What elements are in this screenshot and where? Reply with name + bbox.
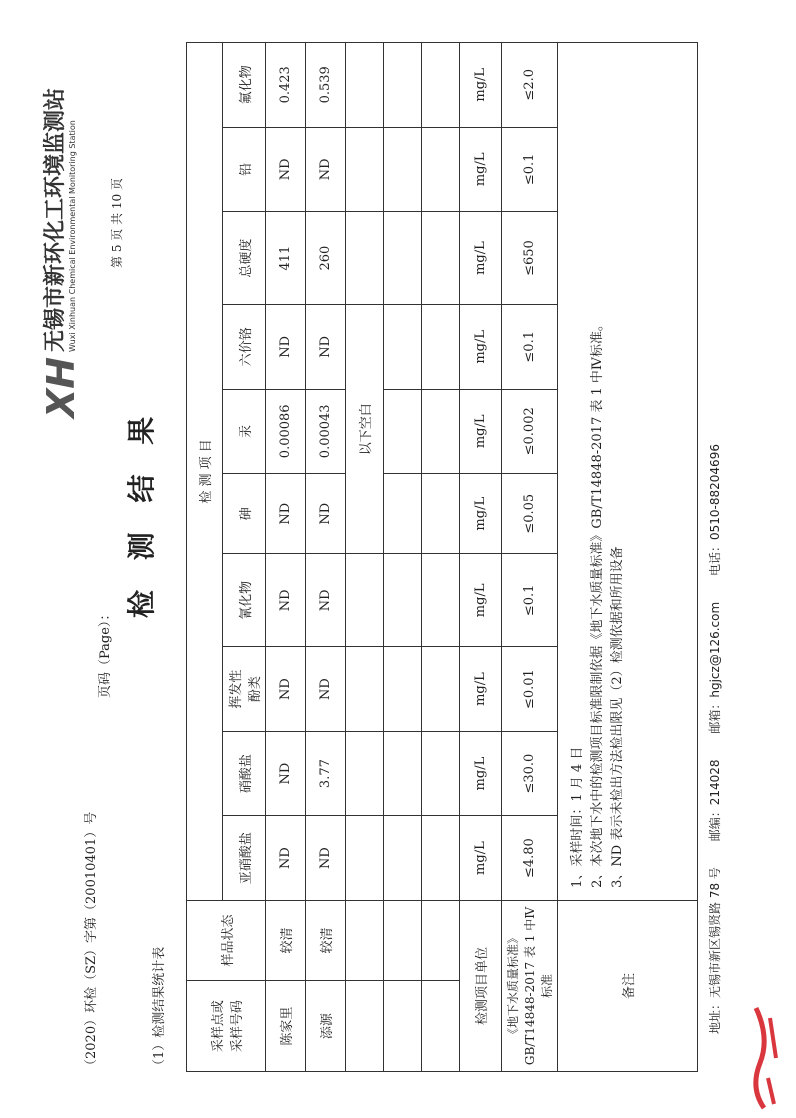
value-cell: 0.00043: [306, 389, 346, 474]
unit-cell: mg/L: [460, 731, 502, 816]
unit-cell: mg/L: [460, 389, 502, 474]
sample-point: 添源: [306, 981, 346, 1072]
value-cell: ND: [266, 127, 306, 212]
note-line: 3、ND 表示未检出方法检出限见（2）检测依据和所用设备: [610, 546, 625, 888]
item-header: 汞: [223, 389, 266, 474]
value-cell: ND: [266, 305, 306, 390]
logo-english-name: Wuxi Xinhuan Chemical Environmental Monitoring Station: [68, 120, 77, 352]
standard-cell: ≤4.80: [502, 816, 558, 901]
footer-email: 邮箱：hgjcz@126.com: [708, 601, 722, 734]
value-cell: 411: [266, 212, 306, 305]
footer-phone: 电话：0510-88204696: [708, 444, 722, 576]
logo-chinese-name: 无锡市新环化工环境监测站: [43, 87, 68, 352]
table-row: [306, 43, 346, 1072]
standard-cell: ≤2.0: [502, 43, 558, 128]
page-count: 第 5 页 共 10 页: [110, 178, 124, 268]
value-cell: ND: [306, 554, 346, 647]
value-cell: 260: [306, 212, 346, 305]
item-header: 铅: [223, 127, 266, 212]
note-line: 2、本次地下水中的检测项目标准限制依据《地下水质量标准》GB/T14848-2017 表 1 中Ⅳ标准。: [590, 318, 605, 888]
result-title: 检 测 结 果: [125, 406, 158, 618]
red-seal-icon: [742, 998, 786, 1118]
unit-cell: mg/L: [460, 816, 502, 901]
unit-cell: mg/L: [460, 647, 502, 732]
page-footer: [706, 422, 723, 1034]
unit-row: [460, 43, 502, 1072]
value-cell: ND: [266, 554, 306, 647]
value-cell: ND: [266, 647, 306, 732]
standard-cell: ≤0.1: [502, 305, 558, 390]
value-cell: ND: [306, 647, 346, 732]
table-row: [346, 43, 384, 1072]
item-header: 硝酸盐: [223, 731, 266, 816]
item-header: 总硬度: [223, 212, 266, 305]
value-cell: 0.539: [306, 43, 346, 128]
table-row: [266, 43, 306, 1072]
blank-note: 以下空白: [346, 305, 384, 554]
item-header: 六价铬: [223, 305, 266, 390]
standard-cell: ≤0.1: [502, 554, 558, 647]
value-cell: ND: [306, 816, 346, 901]
sample-state: 较清: [266, 900, 306, 980]
footer-address: 地址：无锡市新区锡贤路 78 号: [708, 867, 722, 1034]
note-line: 1、采样时间：1 月 4 日: [570, 746, 585, 888]
standard-cell: ≤650: [502, 212, 558, 305]
standard-cell: ≤0.002: [502, 389, 558, 474]
remarks-label: 备注: [558, 900, 698, 1071]
item-header: 砷: [223, 474, 266, 554]
table-row: [422, 43, 460, 1072]
footer-postcode: 邮编：214028: [708, 759, 722, 842]
standard-cell: ≤0.1: [502, 127, 558, 212]
unit-cell: mg/L: [460, 474, 502, 554]
unit-cell: mg/L: [460, 554, 502, 647]
value-cell: ND: [306, 305, 346, 390]
report-number: （2020）环检（SZ）字第（20010401）号: [84, 811, 99, 1072]
value-cell: 0.00086: [266, 389, 306, 474]
item-header: 亚硝酸盐: [223, 816, 266, 901]
unit-label: 检测项目单位: [460, 900, 502, 1071]
value-cell: ND: [306, 127, 346, 212]
remarks-row: [558, 43, 698, 1072]
value-cell: 3.77: [306, 731, 346, 816]
standard-cell: ≤0.01: [502, 647, 558, 732]
value-cell: 0.423: [266, 43, 306, 128]
page-label: 页码（Page）：: [98, 607, 113, 698]
value-cell: ND: [266, 474, 306, 554]
header-row-1: [187, 43, 223, 1072]
value-cell: ND: [306, 474, 346, 554]
standard-cell: ≤0.05: [502, 474, 558, 554]
sample-state: 较清: [306, 900, 346, 980]
unit-cell: mg/L: [460, 43, 502, 128]
unit-cell: mg/L: [460, 305, 502, 390]
standard-row: [502, 43, 558, 1072]
value-cell: ND: [266, 731, 306, 816]
value-cell: ND: [266, 816, 306, 901]
col-state-header: 样品状态: [187, 900, 266, 980]
unit-cell: mg/L: [460, 127, 502, 212]
xh-logo-icon: [39, 356, 83, 418]
item-header: 氟化物: [223, 43, 266, 128]
standard-cell: ≤30.0: [502, 731, 558, 816]
unit-cell: mg/L: [460, 212, 502, 305]
standard-label: 《地下水质量标准》 GB/T14848-2017 表 1 中Ⅳ标准: [502, 900, 558, 1071]
svg-text:XH: XH: [39, 356, 83, 418]
col-items-header: 检 测 项 目: [187, 43, 223, 901]
item-header: 氰化物: [223, 554, 266, 647]
table-row: [384, 43, 422, 1072]
item-header: 挥发性 酚类: [223, 647, 266, 732]
table-caption: （1）检测结果统计表: [152, 946, 167, 1072]
sample-point: 陈家里: [266, 981, 306, 1072]
results-table: [186, 42, 698, 1072]
col-point-header: 采样点或 采样号码: [187, 981, 266, 1072]
remarks-notes: [558, 43, 698, 901]
